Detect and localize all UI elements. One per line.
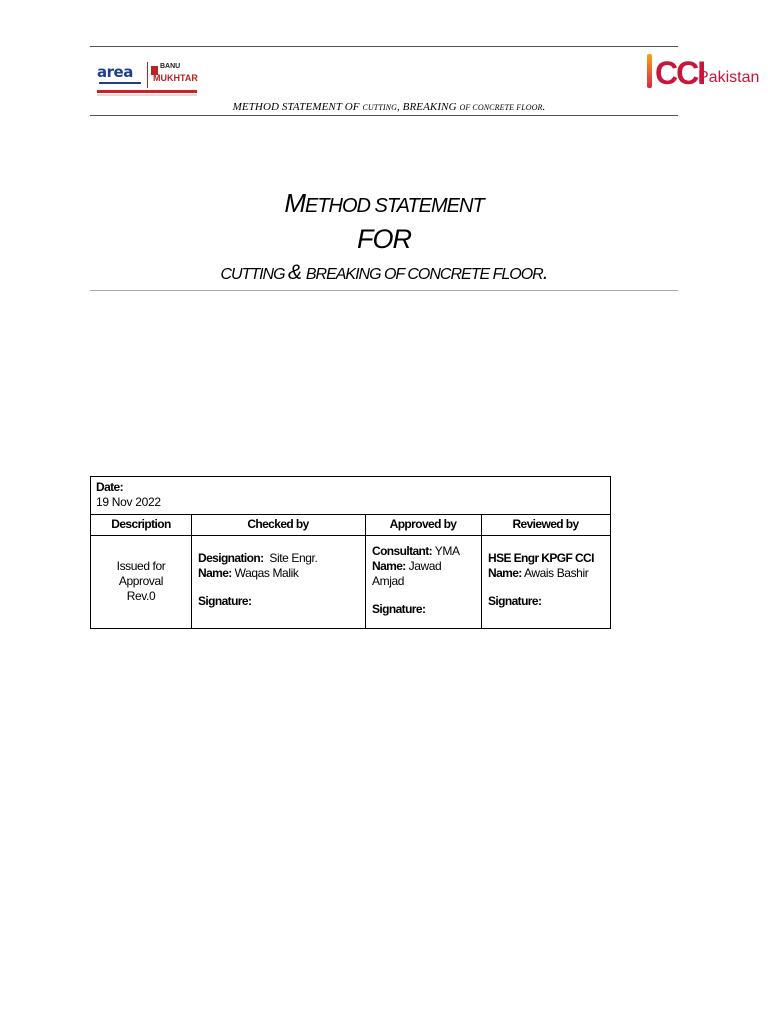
header-checked-by: Checked by	[247, 517, 309, 531]
banu-mukhtar-logo	[147, 62, 198, 88]
reviewer-role: HSE Engr KPGF CCI	[488, 551, 594, 565]
header-reviewed-by: Reviewed by	[512, 517, 579, 531]
area-banu-mukhtar-logo	[97, 60, 199, 98]
header-bottom-rule	[90, 115, 678, 116]
area-logo	[97, 60, 145, 90]
approved-signature-label: Signature:	[372, 602, 426, 616]
cci-pakistan-logo	[645, 48, 760, 92]
document-title-line-2: FOR	[357, 224, 411, 254]
cci-logo-text: CCI	[655, 55, 705, 91]
header-description: Description	[111, 517, 171, 531]
reviewed-by-cell	[488, 551, 608, 609]
area-logo-text: area	[97, 63, 133, 81]
header-top-rule	[90, 46, 678, 47]
title-rule	[90, 290, 678, 291]
reviewed-name-value: Awais Bashir	[523, 566, 589, 580]
designation-value: Site Engr.	[269, 551, 318, 565]
cci-country-text: Pakistan	[698, 69, 760, 86]
approved-name-label: Name:	[372, 559, 406, 573]
consultant-label: Consultant:	[372, 544, 433, 558]
document-title-line-3: CUTTING & BREAKING OF CONCRETE FLOOR.	[220, 261, 548, 284]
description-cell: Issued for Approval Rev.0	[116, 559, 166, 603]
document-title-line-1: METHOD STATEMENT	[284, 188, 484, 218]
date-label: Date:	[96, 480, 124, 494]
cci-flame-icon	[647, 54, 652, 88]
mukhtar-logo-text: MUKHTAR	[153, 73, 198, 83]
approval-table	[90, 476, 611, 629]
header-approved-by: Approved by	[389, 517, 457, 531]
checked-name-value: Waqas Malik	[234, 566, 299, 580]
date-value: 19 Nov 2022	[96, 495, 161, 509]
date-row	[91, 477, 610, 515]
checked-signature-label: Signature:	[198, 594, 252, 608]
reviewed-name-label: Name:	[488, 566, 522, 580]
approved-by-cell	[372, 544, 478, 617]
checked-by-cell	[198, 551, 362, 609]
consultant-value: YMA	[434, 544, 460, 558]
banu-logo-text: BANU	[160, 63, 181, 70]
approved-name-value-1: Jawad	[408, 559, 442, 573]
running-header-title: METHOD STATEMENT OF CUTTING, BREAKING OF CONCRETE FLOOR.	[232, 101, 546, 113]
reviewed-signature-label: Signature:	[488, 594, 542, 608]
approved-name-value-2: Amjad	[372, 574, 405, 588]
table-header-row	[91, 514, 610, 536]
designation-label: Designation:	[198, 551, 264, 565]
checked-name-label: Name:	[198, 566, 232, 580]
